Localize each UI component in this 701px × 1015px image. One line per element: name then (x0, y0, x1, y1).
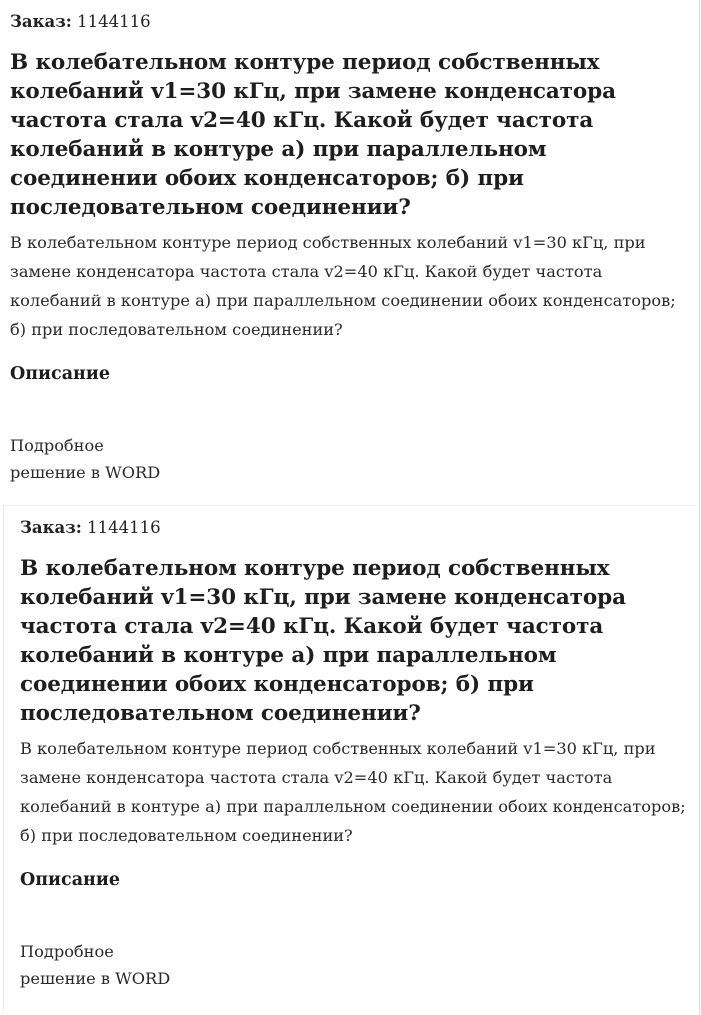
order-label: Заказ: (10, 12, 72, 31)
order-number: 1144116 (77, 12, 151, 31)
description-heading: Описание (10, 364, 110, 384)
task-text: В колебательном контуре период собственных колебаний v1=30 кГц, при замене конденсатора частота стала v2=40 кГц. Какой будет частота колебаний в контуре а) при параллельном соединении обоих конденсаторов; б) при последовательном соединении? (10, 233, 676, 339)
description-line-1-duplicate: Подробное (20, 942, 114, 961)
task-text-duplicate: В колебательном контуре период собственных колебаний v1=30 кГц, при замене конденсатора частота стала v2=40 кГц. Какой будет частота колебаний в контуре а) при параллельном соединении обоих конденсаторов; б) при последовательном соединении? (20, 739, 686, 845)
task-title: В колебательном контуре период собственных колебаний v1=30 кГц, при замене конденсатора частота стала v2=40 кГц. Какой будет частота колебаний в контуре а) при параллельном соединении обоих конденсаторов; б) при последовательном соединении? (10, 50, 616, 220)
order-block-primary (0, 0, 690, 486)
order-line (10, 11, 682, 33)
order-line-duplicate (20, 517, 687, 539)
order-number-duplicate: 1144116 (87, 518, 161, 537)
order-label-duplicate: Заказ: (20, 518, 82, 537)
task-title-duplicate: В колебательном контуре период собственных колебаний v1=30 кГц, при замене конденсатора частота стала v2=40 кГц. Какой будет частота колебаний в контуре а) при параллельном соединении обоих конденсаторов; б) при последовательном соединении? (20, 556, 626, 726)
order-block-duplicate (3, 505, 695, 1011)
description-line-2: решение в WORD (10, 463, 161, 482)
description-line-2-duplicate: решение в WORD (20, 969, 171, 988)
description-text (10, 432, 682, 486)
page-border (699, 0, 700, 1015)
description-line-1: Подробное (10, 436, 104, 455)
description-text-duplicate (20, 938, 687, 992)
description-heading-duplicate: Описание (20, 870, 120, 890)
